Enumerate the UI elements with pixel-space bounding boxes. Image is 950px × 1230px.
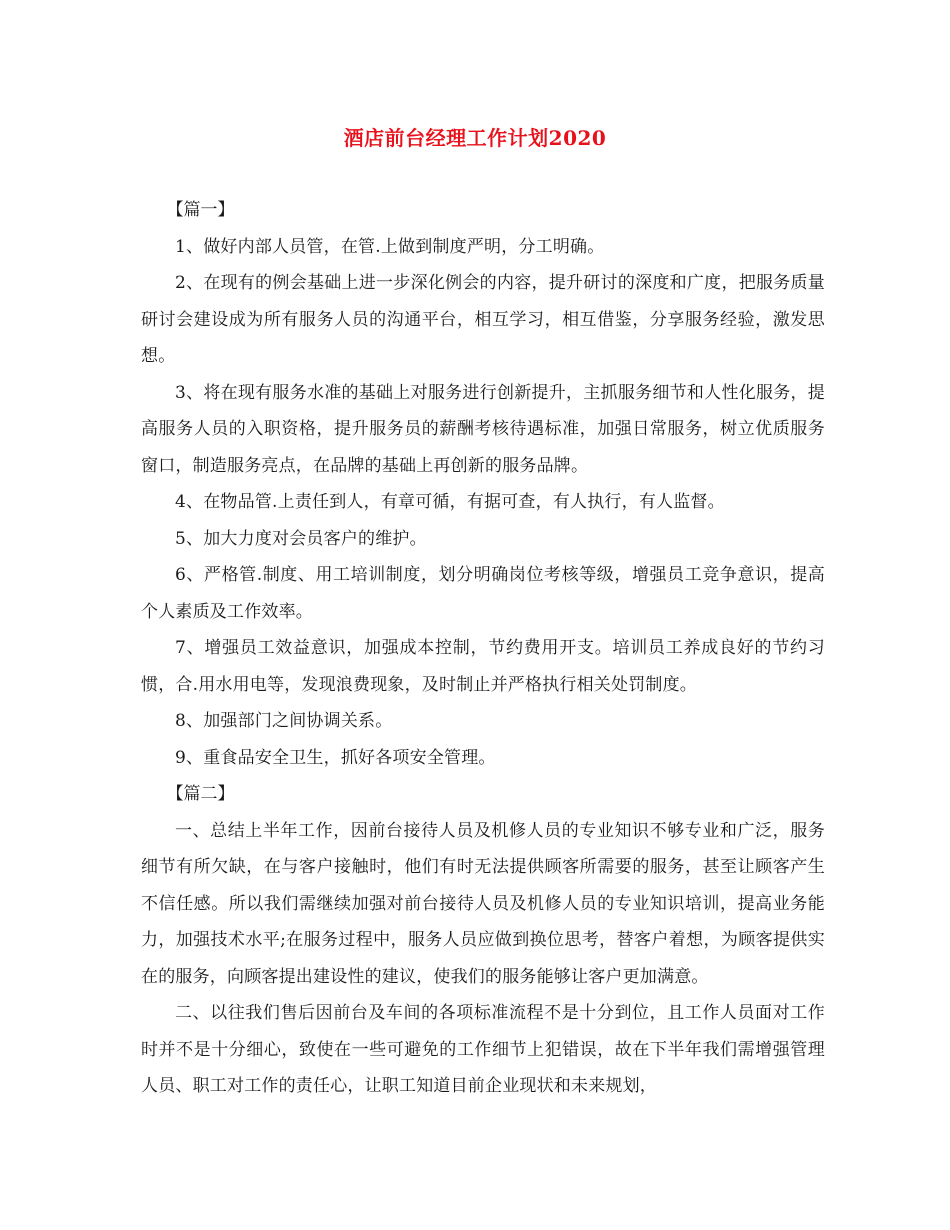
paragraph: 1、做好内部人员管，在管.上做到制度严明，分工明确。	[175, 236, 605, 257]
paragraph: 4、在物品管.上责任到人，有章可循，有据可查，有人执行，有人监督。	[175, 492, 725, 512]
paragraph: 8、加强部门之间协调关系。	[175, 711, 393, 731]
section-heading: 【篇一】	[166, 200, 235, 220]
paragraph: 二、以往我们售后因前台及车间的各项标准流程不是十分到位，且工作人员面对工作时并不是十分细心，致使在一些可避免的工作细节上犯错误，故在下半年我们需增强管理人员、职工对工作的责任心，让职工知道目前企业现状和未来规划，	[141, 1003, 825, 1096]
paragraph: 一、总结上半年工作，因前台接待人员及机修人员的专业知识不够专业和广泛，服务细节有所欠缺，在与客户接触时，他们有时无法提供顾客所需要的服务，甚至让顾客产生不信任感。所以我们需继续加强对前台接待人员及机修人员的专业知识培训，提高业务能力，加强技术水平;在服务过程中，服务人员应做到换位思考，替客户着想，为顾客提供实在的服务，向顾客提出建设性的建议，使我们的服务能够让客户更加满意。	[141, 820, 825, 987]
paragraph: 2、在现有的例会基础上进一步深化例会的内容，提升研讨的深度和广度，把服务质量研讨会建设成为所有服务人员的沟通平台，相互学习，相互借鉴，分享服务经验，激发思想。	[141, 273, 825, 366]
paragraph: 3、将在现有服务水准的基础上对服务进行创新提升，主抓服务细节和人性化服务，提高服务人员的入职资格，提升服务员的薪酬考核待遇标准，加强日常服务，树立优质服务窗口，制造服务亮点，在品牌的基础上再创新的服务品牌。	[141, 382, 825, 476]
paragraph: 6、严格管.制度、用工培训制度，划分明确岗位考核等级，增强员工竞争意识，提高个人素质及工作效率。	[141, 565, 825, 622]
section-heading: 【篇二】	[166, 784, 235, 804]
paragraph: 7、增强员工效益意识，加强成本控制，节约费用开支。培训员工养成良好的节约习惯，合.用水用电等，发现浪费现象，及时制止并严格执行相关处罚制度。	[141, 638, 825, 695]
document-title: 酒店前台经理工作计划2020	[343, 126, 607, 150]
paragraph: 9、重食品安全卫生，抓好各项安全管理。	[175, 747, 496, 768]
document-body	[141, 192, 825, 1105]
paragraph: 5、加大力度对会员客户的维护。	[175, 528, 427, 549]
